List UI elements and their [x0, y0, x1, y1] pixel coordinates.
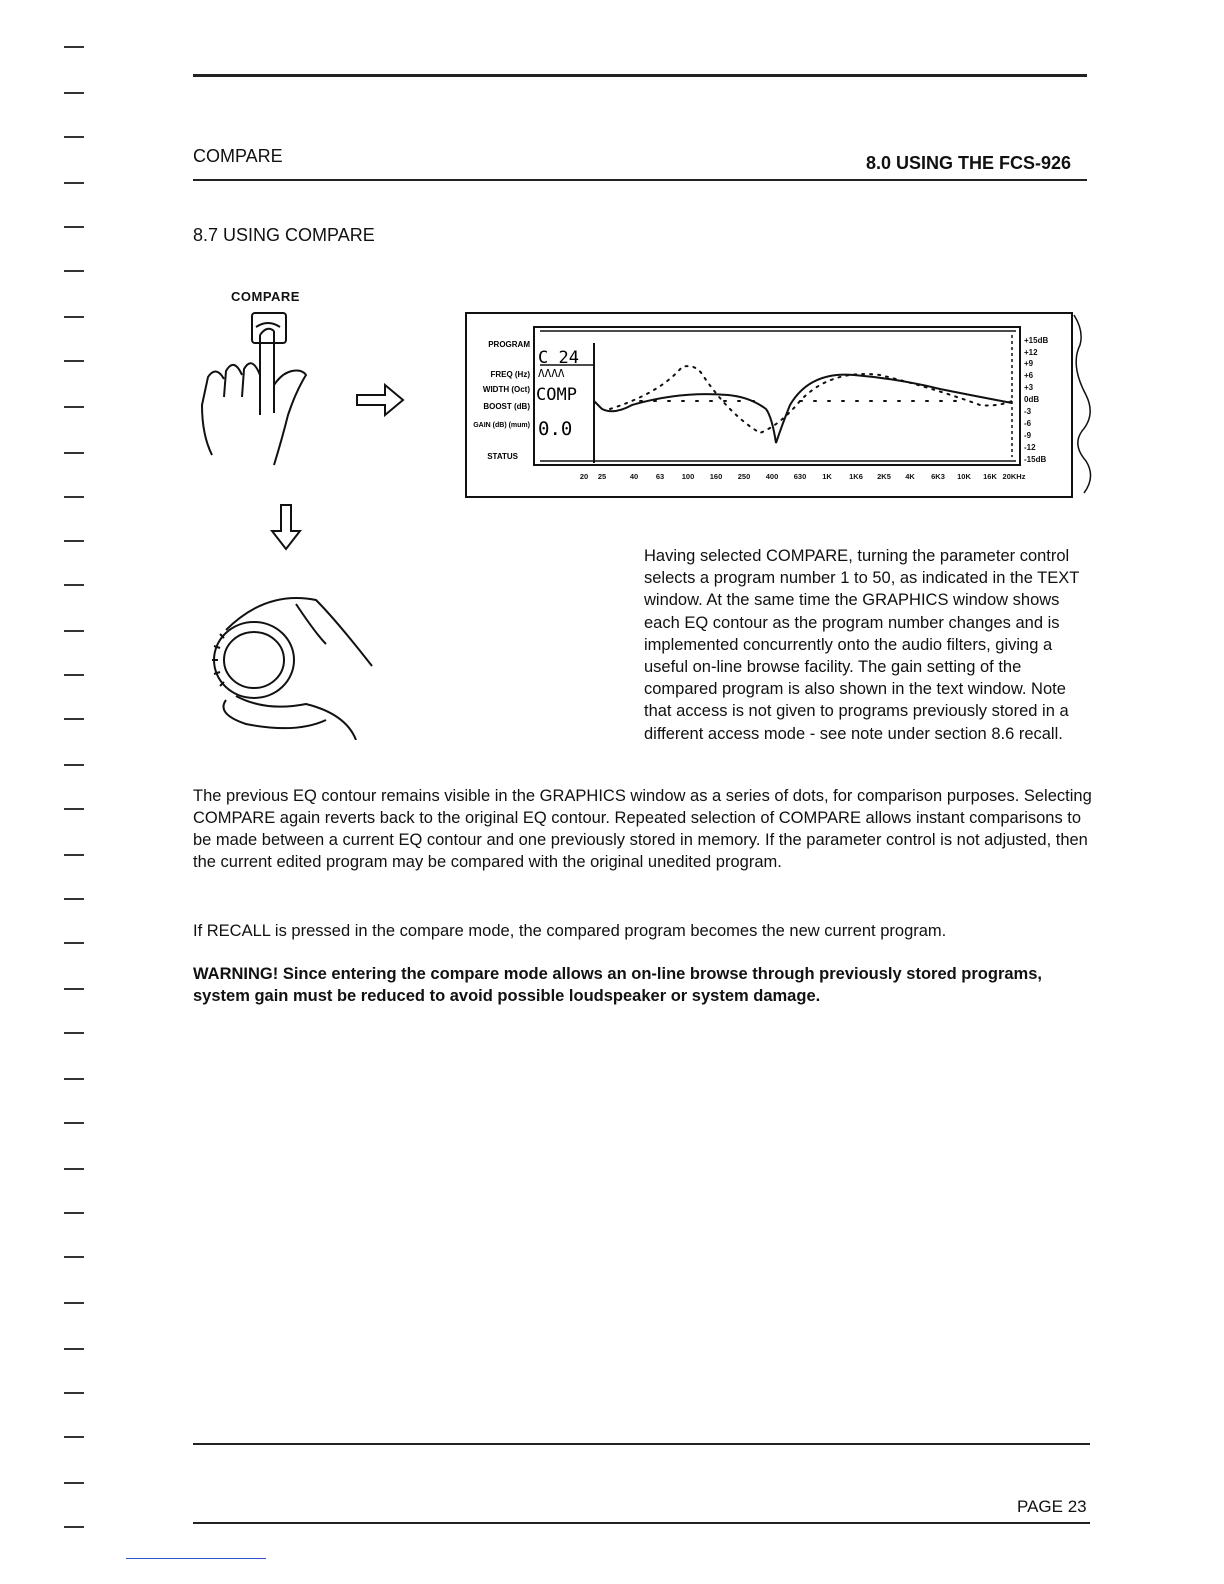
freq-tick: 250	[737, 472, 751, 481]
lcd-carets: ΛΛΛΛ	[538, 367, 565, 380]
panel-bracket	[1074, 315, 1091, 493]
gain-tick: +9	[1024, 359, 1034, 368]
freq-tick: 10K	[957, 472, 971, 481]
label-program: PROGRAM	[488, 340, 530, 349]
freq-tick: 400	[765, 472, 779, 481]
gain-tick: -3	[1024, 407, 1032, 416]
down-arrow-icon	[270, 503, 302, 551]
freq-tick: 63	[655, 472, 665, 481]
gain-tick: -6	[1024, 419, 1032, 428]
freq-tick: 20KHz	[1002, 472, 1026, 481]
footer-top-rule	[193, 1443, 1090, 1445]
freq-tick: 40	[629, 472, 639, 481]
section-title: 8.7 USING COMPARE	[193, 225, 375, 245]
freq-tick: 20	[579, 472, 589, 481]
gain-tick: -15dB	[1024, 455, 1047, 464]
lcd-frame	[534, 327, 1020, 465]
warning-paragraph: WARNING! Since entering the compare mode allows an on-line browse through previously stored programs, system gain must be reduced to avoid possible loudspeaker or system damage.	[193, 965, 1042, 1005]
top-rule	[193, 74, 1087, 77]
paragraph-recall: If RECALL is pressed in the compare mode, the compared program becomes the new current program.	[193, 922, 947, 940]
gain-tick: -12	[1024, 443, 1036, 452]
scan-edge-line	[126, 1558, 266, 1559]
gain-tick: +12	[1024, 348, 1038, 357]
hand-pressing-button-icon	[190, 305, 330, 475]
gain-tick: +15dB	[1024, 336, 1049, 345]
header-rule	[193, 179, 1087, 181]
paragraph-previous-contour: The previous EQ contour remains visible in the GRAPHICS window as a series of dots, for comparison purposes. Selecting COMPARE again reverts back to the original EQ contour. Repeated selection of COMPARE allows instant comparisons to be made between a current EQ contour and one previously stored in memory. If the parameter control is not adjusted, then the current edited program may be compared with the original unedited program.	[193, 787, 1092, 871]
freq-tick: 4K	[905, 472, 915, 481]
freq-tick: 630	[793, 472, 807, 481]
freq-tick: 6K3	[931, 472, 945, 481]
label-boost: BOOST (dB)	[483, 402, 530, 411]
compare-button-label: COMPARE	[231, 289, 300, 304]
label-gain: GAIN (dB) (mum)	[473, 422, 530, 429]
freq-tick: 1K	[822, 472, 832, 481]
freq-tick: 1K6	[849, 472, 863, 481]
eq-curve-current	[594, 375, 1012, 443]
side-paragraph: Having selected COMPARE, turning the parameter control selects a program number 1 to 50, as indicated in the TEXT window. At the same time the GRAPHICS window shows each EQ contour as the program number changes and is implemented concurrently onto the audio filters, giving a useful on-line browse facility. The gain setting of the compared program is also shown in the text window. Note that access is not given to programs previously stored in a different access mode - see note under section 8.6 recall.	[644, 547, 1080, 743]
freq-tick: 16K	[983, 472, 997, 481]
lcd-program: C 24	[538, 348, 579, 368]
gain-tick: +3	[1024, 383, 1034, 392]
gain-tick: +6	[1024, 371, 1034, 380]
header-left: COMPARE	[193, 146, 283, 166]
freq-tick: 160	[709, 472, 723, 481]
eq-display-panel	[460, 305, 1100, 515]
lcd-gain: 0.0	[538, 418, 573, 440]
footer-bottom-rule	[193, 1522, 1090, 1524]
page-number: PAGE 23	[1017, 1497, 1087, 1516]
freq-tick: 100	[681, 472, 695, 481]
right-arrow-icon	[355, 380, 407, 420]
label-status: STATUS	[487, 452, 518, 461]
label-width: WIDTH (Oct)	[482, 385, 530, 394]
panel-frame	[466, 313, 1072, 497]
freq-tick: 2K5	[877, 472, 891, 481]
gain-tick: 0dB	[1024, 395, 1040, 404]
header-right: 8.0 USING THE FCS-926	[866, 153, 1072, 173]
lcd-mode: COMP	[536, 385, 577, 405]
hand-turning-knob-icon	[196, 590, 376, 740]
gain-tick: -9	[1024, 431, 1032, 440]
eq-curve-previous	[610, 366, 1012, 433]
label-freq: FREQ (Hz)	[490, 370, 530, 379]
freq-tick: 25	[597, 472, 607, 481]
